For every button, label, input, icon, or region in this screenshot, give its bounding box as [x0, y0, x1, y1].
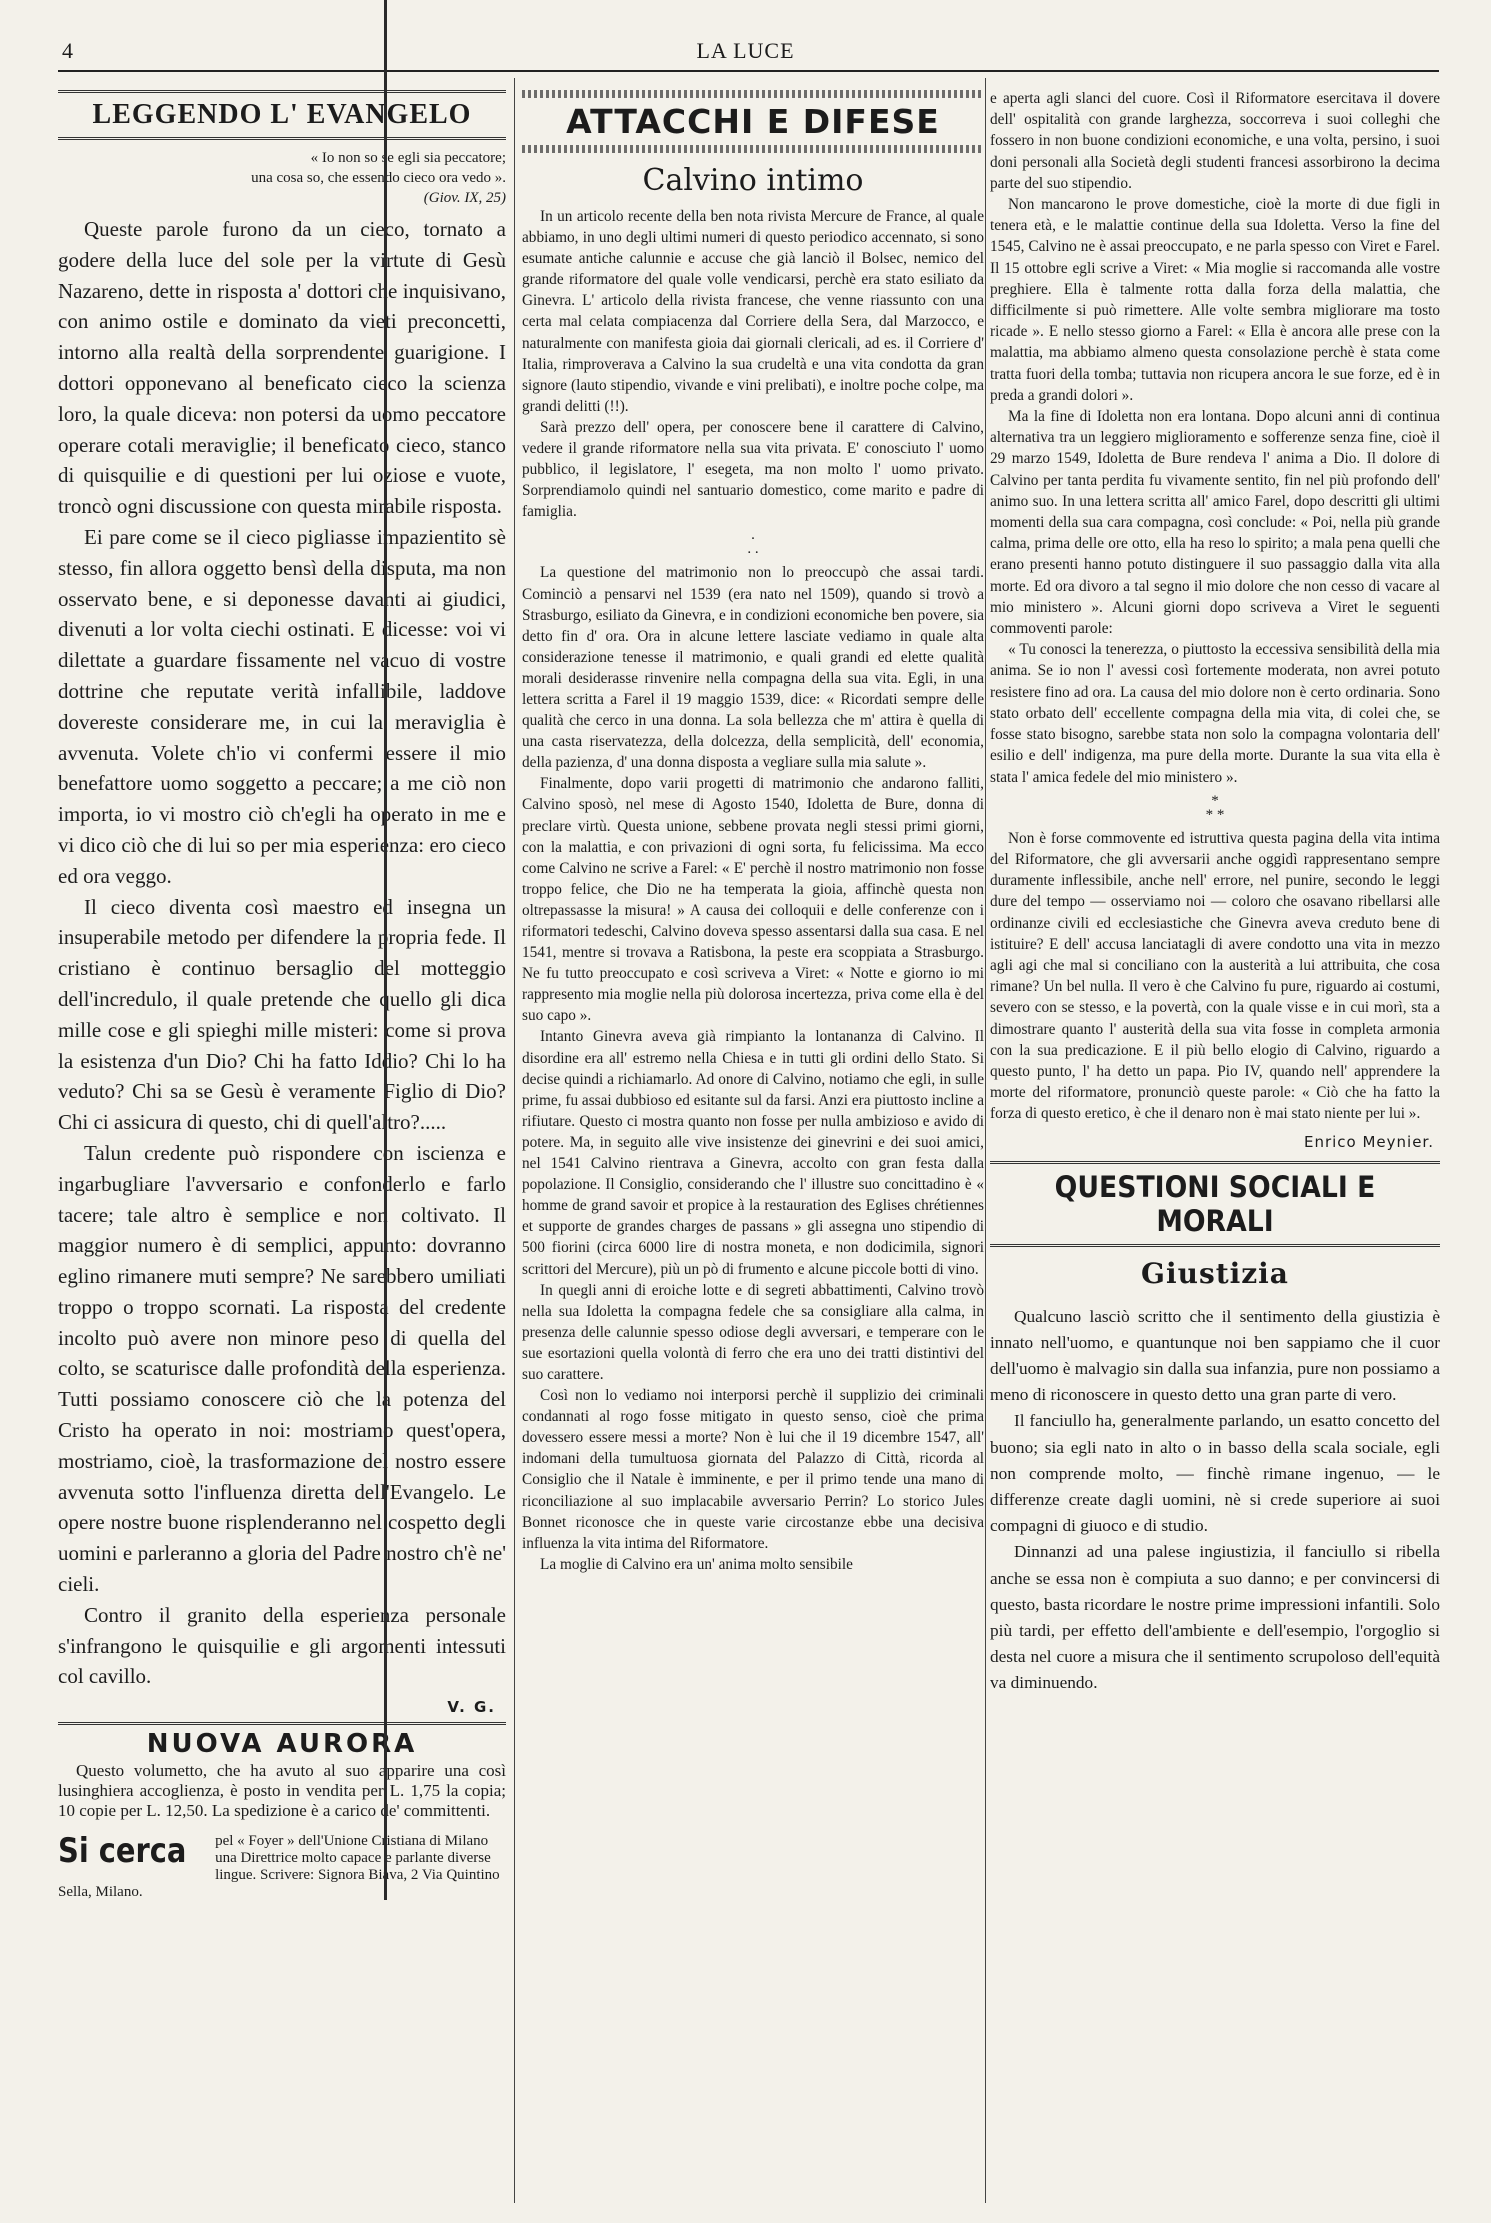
- paragraph: Così non lo vediamo noi interporsi perchè il supplizio dei criminali condannati al rogo fosse mitigato in questo senso, cioè che prima dovessero essere messi a morte? Non è lui che il 19 dicembre 1547, all' indomani della tumultuosa giornata del Palazzo di Città, ricorda al Consiglio che il Natale è imminente, e per il primo tende una mano di riconciliazione al suo implacabile avversario Perrin? Lo storico Jules Bonnet riconosce che in queste varie circostanze ebbe una decisiva influenza la vita intima del Riformatore.: [522, 1387, 984, 1552]
- header-rule: [58, 70, 1439, 72]
- article-body: [58, 214, 506, 1692]
- article-title: Giustizia: [1141, 1256, 1289, 1290]
- signature: V. G.: [447, 1698, 496, 1717]
- asterism-separator: * * *: [1205, 792, 1225, 823]
- paragraph: Finalmente, dopo varii progetti di matrimonio che andarono falliti, Calvino sposò, nel mese di Agosto 1540, Idoletta de Bure, donna di preclare virtù. Questa unione, sebbene provata negli stessi primi giorni, con la malattia, e con privazioni di ogni sorta, fu felicissima. Ma ecco come Calvino ne scrive a Farel: « E' perchè il nostro matrimonio non fosse troppo felice, che Dio ne ha temperata la gioia, affinchè questa non oltrepassasse la misura! » A causa dei colloquii e delle conferenze con i riformatori tedeschi, Calvino doveva spesso assentarsi dalla sua casa. E nel 1541, mentre si trovava a Ratisbona, la peste era scoppiata a Strasburgo. Ne fu tutto preoccupato e così scriveva a Viret: « Notte e giorno io mi rappresento mia moglie nella più dolorosa incertezza, priva come ella è del suo capo ».: [522, 775, 984, 1025]
- paragraph: Sarà prezzo dell' opera, per conoscere bene il carattere di Calvino, vedere il grande riformatore nella sua vita privata. E' conosciuto l' uomo pubblico, il legislatore, l' esegeta, ma non molto l' uomo privato. Sorprendiamolo quindi nel santuario domestico, come marito e padre di famiglia.: [522, 418, 984, 521]
- paragraph: « Tu conosci la tenerezza, o piuttosto la eccessiva sensibilità della mia anima. Se io non l' avessi così fortemente moderata, non avrei potuto resistere fino ad ora. La causa del mio dolore non è certo ordinaria. Sono stato orbato dell' eccellente compagna della mia vita, di colei che, se fosse stato bisogno, sarebbe stata non solo la compagna volontaria dell' esilio e dell' indigenza, ma pure della morte. Durante la sua vita ella è stata l' amica fedele del mio ministero ».: [990, 641, 1440, 786]
- column-divider-1: [514, 78, 515, 2203]
- paragraph: Il cieco diventa così maestro ed insegna un insuperabile metodo per difendere la propria fede. Il cristiano è continuo bersaglio del motteggio dell'incredulo, il quale pretende che quello gli dica mille cose e gli spieghi mille misteri: come si prova la esistenza d'un Dio? Chi ha fatto Iddio? Chi lo ha veduto? Chi sa se Gesù è veramente Figlio di Dio? Chi ci assicura di questo, chi di quell'altro?.....: [58, 894, 506, 1135]
- paragraph: Ei pare come se il cieco pigliasse impazientito sè stesso, fin allora oggetto bensì della disputa, ma non osservato bene, e si deponesse davanti ai giudici, divenuti a lor volta ciechi ostinati. E dicesse: voi vi dilettate a guardare fissamente nel vacuo di vostre dottrine che reputate verità infallibile, laddove dovereste considerare me, in cui la meraviglia è avvenuta. Volete ch'io vi confermi essere il mio benefattore uomo soggetto a peccare; a me ciò non importa, io vi mostro ciò ch'egli ha operato in me e vi dico ciò che di lui so per mia esperienza: ero cieco ed ora veggo.: [58, 524, 506, 888]
- section-rule: [990, 1161, 1440, 1164]
- paragraph: Queste parole furono da un cieco, tornato a godere della luce del sole per la virtute di Gesù Nazareno, dette in risposta a' dottori che inquisivano, con animo ostile e dominato da vieti preconcetti, intorno alla realtà della sorprendente guarigione. I dottori opponevano al beneficato cieco la scienza loro, la quale diceva: non potersi da uomo peccatore operare cotali meraviglie; il beneficato cieco, stanco di quisquilie e di questioni per lui oziose e vuote, troncò ogni discussione con questa mirabile risposta.: [58, 217, 506, 519]
- paragraph: Contro il granito della esperienza personale s'infrangono le quisquilie e gli argomenti intessuti col cavillo.: [58, 1602, 506, 1689]
- paragraph: Qualcuno lasciò scritto che il sentimento della giustizia è innato nell'uomo, e quantunque noi ben sappiamo che il cuor dell'uomo è malvagio sin dalla sua infanzia, pure non possiamo a meno di riconoscere in questo detto una gran parte di vero.: [990, 1306, 1440, 1405]
- paragraph: Intanto Ginevra aveva già rimpianto la lontananza di Calvino. Il disordine era all' estremo nella Chiesa e in tutti gli ordini dello Stato. Si decise quindi a richiamarlo. Ad onore di Calvino, notiamo che egli, in sulle prime, fu assai dubbioso ed esitante sul da farsi. Anzi era piuttosto incline a rifiutare. Questo ci mostra quanto non fosse per nulla ambizioso e avido di potere. Ma, in seguito alle vive insistenze dei ginevrini e dei suoi amici, nel 1541 Calvino rientrava a Ginevra, accolto con gran festa dalla popolazione. Il Consiglio, considerando che l' illustre suo concittadino è « homme de grand savoir et propice à la restauration des Eglises chrétiennes et supporte de grandes charges de passans » gli assegna uno stipendio di 500 fiorini (circa 6000 lire di nostra moneta, e non dodicimila, signori scrittori del Mercure), più un pò di frumento e alcune piccole botti di vino.: [522, 1028, 984, 1278]
- article-continuation: [990, 88, 1440, 1125]
- ad-headline: Si cerca: [58, 1831, 187, 1872]
- section-title: ATTACCHI E DIFESE: [566, 102, 940, 141]
- epigraph-line: « Io non so se egli sia peccatore;: [310, 150, 506, 166]
- paragraph: Dinnanzi ad una palese ingiustizia, il fanciullo si ribella anche se essa non è compiuta a suo danno; e per convincersi di questo, basta ricordare le nostre prime impressioni infantili. Solo più tardi, per effetto dell'ambiente e dell'esempio, l'orgoglio si desta nel cuore a misura che il sentimento scrupoloso dell'equità va diminuendo.: [990, 1542, 1440, 1693]
- column-2: [522, 88, 984, 2203]
- page-fold-line: [384, 0, 387, 1900]
- title-rule-top: [58, 90, 506, 93]
- paragraph: In quegli anni di eroiche lotte e di segreti abbattimenti, Calvino trovò nella sua Idoletta la compagna fedele che sa consigliare alla calma, in presenza delle calunnie spesso odiose degli avversari, e temperare con le sue esortazioni quella volontà di ferro che era uno dei tratti distintivi del suo carattere.: [522, 1281, 984, 1383]
- classified-ad: [58, 1833, 506, 1901]
- article-body: [522, 206, 984, 1575]
- paragraph: Talun credente può rispondere con iscienza e ingarbugliare l'avversario e confonderlo e farlo tacere; tale altro è semplice e non coltivato. Il maggior numero è di semplici, appunto: dovranno eglino rimanere muti sempre? Ne sarebbero umiliati troppo o troppo scornati. La risposta del credente incolto può avere non minore peso di quella del colto, se scaturisce dalle profondità della esperienza. Tutti possiamo conoscere ciò che la potenza del Cristo ha operato in noi: mostriamo quest'opera, mostriamo, cioè, la trasformazione del nostro essere avvenuta sotto l'influenza diretta dell'Evangelo. Le opere nostre buone risplenderanno nel cospetto degli uomini e parleranno a gloria del Padre nostro ch'è ne' cieli.: [58, 1140, 506, 1597]
- epigraph-line: una cosa so, che essendo cieco ora vedo ».: [251, 170, 506, 186]
- section-rule: [58, 1722, 506, 1725]
- paragraph: Il fanciullo ha, generalmente parlando, un esatto concetto del buono; sia egli nato in alto o in basso della scala sociale, egli non comprende molto, — finchè rimane ingenuo, — le differenze create dagli uomini, nè si crede superiore ai suoi compagni di giuoco e di studio.: [990, 1411, 1440, 1536]
- paragraph: Non è forse commovente ed istruttiva questa pagina della vita intima del Riformatore, che gli avversarii anche oggidì rappresentano sempre duramente inflessibile, anche nell' errore, nel punire, secondo le leggi dure del tempo — osserviamo noi — coloro che osavano ribellarsi alle ordinanze civili ed ecclesiastiche che Ginevra aveva creduto bene di istituire? E dell' accusa lanciatagli di avere condotto una vita in mezzo agli agi che mal si conciliano con la austerità a lui attribuita, che cosa rimane? Un bel nulla. Il vero è che Calvino fu pure, riguardo ai costumi, severo con se stesso, e la povertà, con la quale visse e in cui morì, sta a dimostrare quanto l' austerità della sua vita fosse in completa armonia con la sua predicazione. E il più bello elogio di Calvino, riguardo a questo punto, l' ha detto un papa. Pio IV, quando nell' apprendere la morte del riformatore, pronunciò queste parole: « Ciò che ha fatto la forza di questo eretico, è che il denaro non è mai stato niente per lui ».: [990, 829, 1440, 1123]
- paragraph: La moglie di Calvino era un' anima molto sensibile: [540, 1555, 853, 1573]
- column-divider-2: [985, 78, 986, 2203]
- epigraph-citation: (Giov. IX, 25): [423, 190, 506, 206]
- article-title: Calvino intimo: [642, 163, 864, 198]
- paragraph: e aperta agli slanci del cuore. Così il Riformatore esercitava il dovere dell' ospitalità con grande larghezza, soccorreva i suoi colleghi che fossero in non buone condizioni economiche, e una volta, persino, i suoi doni personali alla Società degli studenti francesi assorbirono la decima parte del suo stipendio.: [990, 90, 1440, 192]
- newspaper-title: LA LUCE: [696, 38, 795, 63]
- paragraph: Ma la fine di Idoletta non era lontana. Dopo alcuni anni di continua alternativa tra un leggiero miglioramento e sofferenze senza fine, cioè il 29 marzo 1549, Idoletta de Bure rendeva l' anima a Dio. Il dolore di Calvino per tanta perdita fu vivamente sentito, fin nel più profondo dell' animo suo. In una lettera scritta all' amico Farel, dopo descritti gli ultimi momenti della sua cara compagna, così conclude: « Poi, nella più grande calma, prima delle ore otto, ella ha reso lo spirito; a mala pena quelli che erano presenti hanno potuto distinguere il suo passaggio dalla vita alla morte. Ed ora divoro a tal segno il mio dolore che non cesso di vacare al mio ministero ». Alcuni giorni dopo scriveva a Viret le seguenti commoventi parole:: [990, 408, 1440, 638]
- section-rule: [990, 1244, 1440, 1247]
- paragraph: In un articolo recente della ben nota rivista Mercure de France, al quale abbiamo, in uno degli ultimi numeri di questo periodico accennato, si sono esumate antiche calunnie e accuse che già lanciò il Bolsec, nemico del grande riformatore del quale volle vendicarsi, perchè era stato esiliato da Ginevra. L' articolo della rivista francese, che venne riassunto con una certa mal celata compiacenza dal Corriere della Sera, dal Marzocco, e naturalmente con manifesta gioia dai giornali clericali, ad es. il Corriere d' Italia, rimproverava a Calvino la sua crudeltà e una vita condotta da gran signore (lauto stipendio, vivande e vini prelibati), e inoltre poche colpe, ma grandi delitti (!!).: [522, 208, 984, 415]
- nuova-aurora-text: Questo volumetto, che ha avuto al suo apparire una così lusinghiera accoglienza, è posto in vendita per L. 1,75 la copia; 10 copie per L. 12,50. La spedizione è a carico de' committenti.: [58, 1761, 506, 1821]
- article-title: LEGGENDO L' EVANGELO: [92, 99, 472, 130]
- column-1: [58, 88, 506, 2203]
- page-number: 4: [62, 38, 73, 63]
- asterism-separator: . . .: [747, 527, 759, 558]
- title-rule-bottom: [58, 137, 506, 140]
- column-3: [990, 88, 1440, 2203]
- signature: Enrico Meynier.: [1303, 1132, 1434, 1151]
- epigraph: [58, 148, 506, 208]
- section-title: QUESTIONI SOCIALI E MORALI: [1054, 1169, 1376, 1238]
- nuova-aurora-title: NUOVA AURORA: [146, 1729, 418, 1760]
- article-body: [990, 1304, 1440, 1697]
- ad-text: pel « Foyer » dell'Unione Cristiana di Milano una Direttrice molto capace e parlante diverse lingue. Scrivere: Signora Biava, 2 Via Quintino Sella, Milano.: [58, 1833, 500, 1901]
- wavy-rule: [522, 145, 984, 153]
- paragraph: La questione del matrimonio non lo preoccupò che assai tardi. Cominciò a pensarvi nel 1539 (era nato nel 1509), quando si trovò a Strasburgo, esiliato da Ginevra, e in condizioni economiche ben povere, sia detto fin d' ora. Ora in alcune lettere lasciate vediamo in quale alta considerazione tenesse il matrimonio, e quali grandi ed elette qualità morali desiderasse rinvenire nella compagna della sua vita. Egli, in una lettera scritta a Farel il 19 maggio 1539, dice: « Ricordati sempre delle qualità che cerco in una donna. La sola bellezza che m' attira è quella di una casta riservatezza, della dolcezza, della semplicità, dell' economia, della pazienza, d' una donna disposta a vegliare sulla mia salute ».: [522, 564, 984, 772]
- wavy-rule: [522, 90, 984, 98]
- paragraph: Non mancarono le prove domestiche, cioè la morte di due figli in tenera età, e le malattie continue della sua Idoletta. Verso la fine del 1545, Calvino ne è assai preoccupato, e ne parla spesso con Viret e Farel. Il 15 ottobre egli scrive a Viret: « Mia moglie si raccomanda alle vostre preghiere. Ella è talmente rotta dalla forza della malattia, che difficilmente si può rimettere. Alle volte sembra migliorare ma tosto ricade ». E nello stesso giorno a Farel: « Ella è ancora alle prese con la malattia, ma abbiamo almeno questa consolazione perchè è stata come tratta fuori della tomba; tuttavia non ricupera ancora le sue forze, ed è in preda a grandi dolori ».: [990, 196, 1440, 404]
